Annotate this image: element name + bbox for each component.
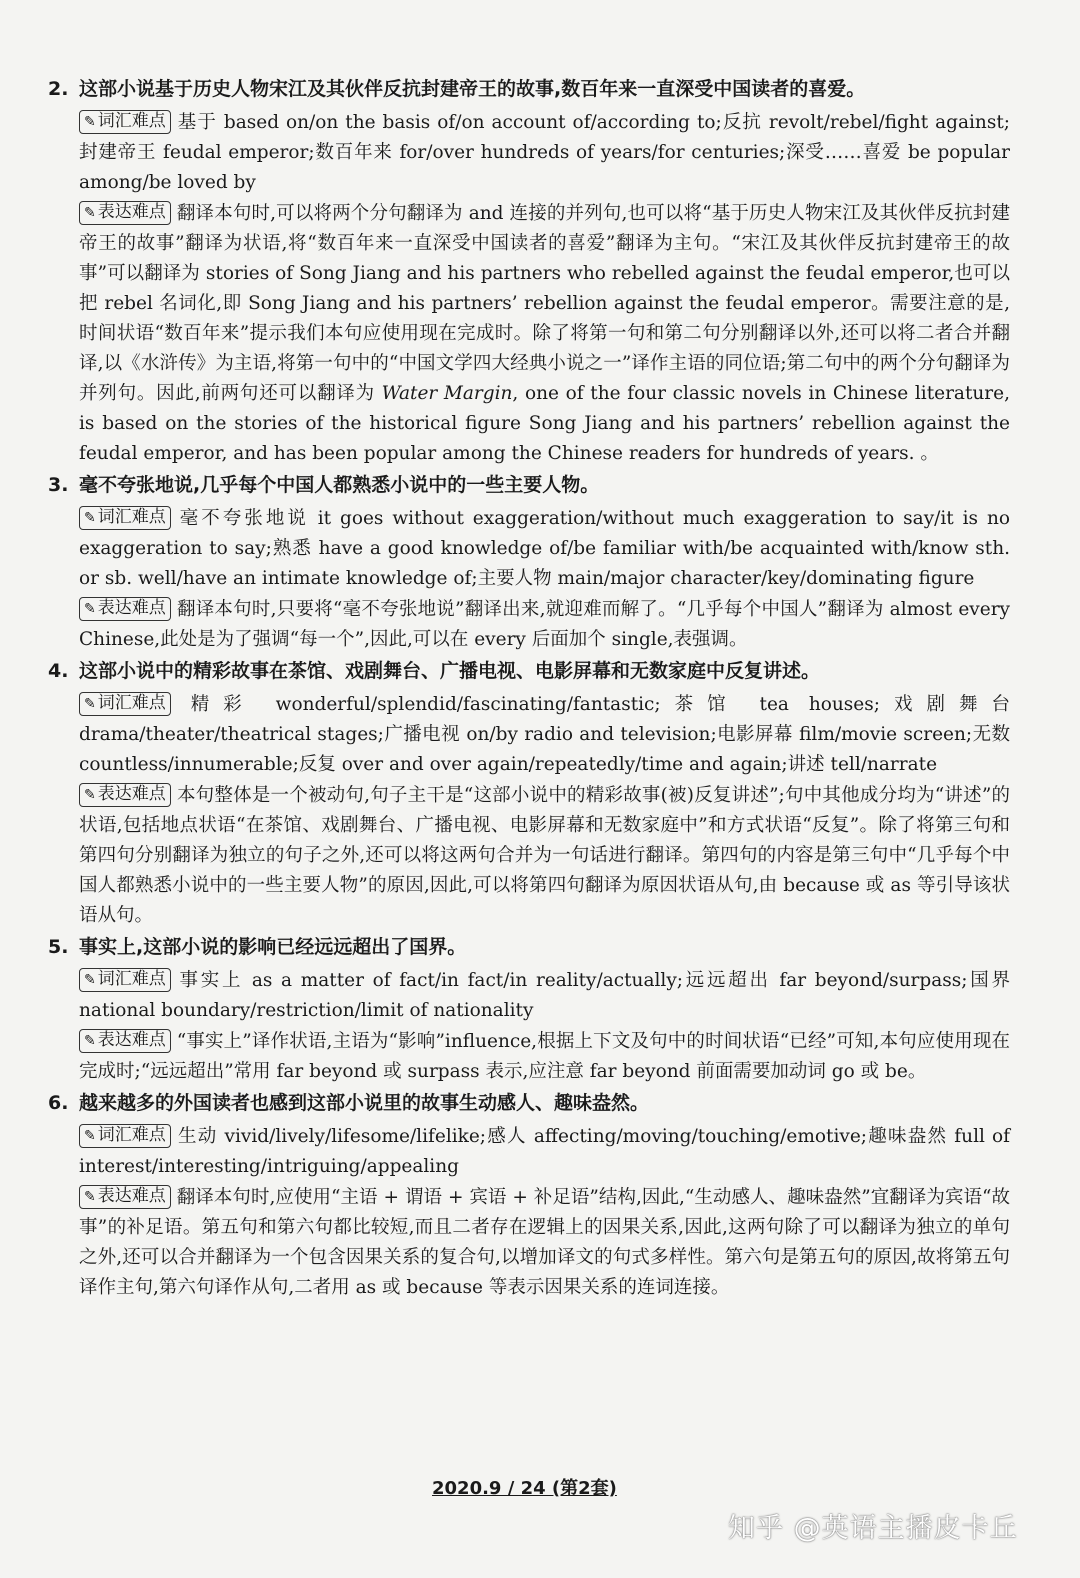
question-4 <box>48 656 1010 686</box>
question-number: 6. <box>48 1092 69 1114</box>
pen-icon: ✎ <box>84 510 96 526</box>
pen-icon: ✎ <box>84 114 96 130</box>
vocab-label: 词汇难点 <box>97 693 166 713</box>
expression-label: 表达难点 <box>97 598 166 618</box>
question-3 <box>48 470 1010 500</box>
watermark: 知乎 @英语主播皮卡丘 <box>728 1513 1018 1544</box>
item-6 <box>48 1088 1010 1303</box>
pen-icon: ✎ <box>84 205 96 221</box>
expression-text: 本句整体是一个被动句,句子主干是“这部小说中的精彩故事(被)反复讲述”;句中其他成分均为“讲述”的状语,包括地点状语“在茶馆、戏剧舞台、广播电视、电影屏幕和无数家庭中”和方式状语“反复”。除了将第三句和第四句分别翻译为独立的句子之外,还可以将这两句合并为一句话进行翻译。第四句的内容是第三句中“几乎每个中国人都熟悉小说中的一些主要人物”的原因,因此,可以将第四句翻译为原因状语从句,由 because 或 as 等引导该状语从句。 <box>79 785 1010 926</box>
question-text: 越来越多的外国读者也感到这部小说里的故事生动感人、趣味盎然。 <box>79 1092 650 1114</box>
question-number: 2. <box>48 78 69 100</box>
expression-text: 翻译本句时,应使用“主语 + 谓语 + 宾语 + 补足语”结构,因此,“生动感人、趣味盎然”宜翻译为宾语“故事”的补足语。第五句和第六句都比较短,而且二者存在逻辑上的因果关系,因此,这两句除了可以翻译为独立的单句之外,还可以合并翻译为一个包含因果关系的复合句,以增加译文的句式多样性。第六句是第五句的原因,故将第五句译作主句,第六句译作从句,二者用 as 或 because 等表示因果关系的连词连接。 <box>79 1187 1010 1298</box>
answer-sheet <box>48 74 1010 1304</box>
question-text: 这部小说基于历史人物宋江及其伙伴反抗封建帝王的故事,数百年来一直深受中国读者的喜爱。 <box>79 78 866 100</box>
expression-block <box>79 1183 1010 1303</box>
question-5 <box>48 932 1010 962</box>
expression-block <box>79 781 1010 931</box>
expression-block <box>79 595 1010 655</box>
item-3 <box>48 470 1010 655</box>
pen-icon: ✎ <box>84 696 96 712</box>
vocab-block <box>79 690 1010 780</box>
vocab-text: 事实上 as a matter of fact/in fact/in reality/actually;远远超出 far beyond/surpass;国界 national boundary/restriction/limit of nationality <box>79 970 1010 1021</box>
question-text: 事实上,这部小说的影响已经远远超出了国界。 <box>79 936 467 958</box>
pen-icon: ✎ <box>84 972 96 988</box>
expression-tag <box>79 597 171 621</box>
pen-icon: ✎ <box>84 1033 96 1049</box>
question-number: 4. <box>48 660 69 682</box>
pen-icon: ✎ <box>84 1189 96 1205</box>
vocab-label: 词汇难点 <box>97 969 166 989</box>
pen-icon: ✎ <box>84 1128 96 1144</box>
book-title: Water Margin <box>381 383 513 404</box>
pen-icon: ✎ <box>84 787 96 803</box>
item-5 <box>48 932 1010 1087</box>
vocab-block <box>79 504 1010 594</box>
vocab-tag <box>79 110 171 134</box>
expression-label: 表达难点 <box>97 1186 166 1206</box>
question-number: 5. <box>48 936 69 958</box>
question-6 <box>48 1088 1010 1118</box>
vocab-label: 词汇难点 <box>97 507 166 527</box>
item-4 <box>48 656 1010 931</box>
question-text: 毫不夸张地说,几乎每个中国人都熟悉小说中的一些主要人物。 <box>79 474 600 496</box>
expression-text: “事实上”译作状语,主语为“影响”influence,根据上下文及句中的时间状语“已经”可知,本句应使用现在完成时;“远远超出”常用 far beyond 或 surpass 表示,应注意 far beyond 前面需要加动词 go 或 be。 <box>79 1031 1010 1082</box>
expression-label: 表达难点 <box>97 202 166 222</box>
vocab-text: 基于 based on/on the basis of/on account of/according to;反抗 revolt/rebel/fight against;封建帝王 feudal emperor;数百年来 for/over hundreds of years/for centuries;深受……喜爱 be popular among/be loved by <box>79 112 1010 193</box>
expression-tag <box>79 201 171 225</box>
vocab-tag <box>79 506 171 530</box>
expression-tag <box>79 1029 171 1053</box>
vocab-tag <box>79 692 171 716</box>
vocab-tag <box>79 968 171 992</box>
question-text: 这部小说中的精彩故事在茶馆、戏剧舞台、广播电视、电影屏幕和无数家庭中反复讲述。 <box>79 660 821 682</box>
vocab-text: 生动 vivid/lively/lifesome/lifelike;感人 affecting/moving/touching/emotive;趣味盎然 full of interest/interesting/intriguing/appealing <box>79 1126 1010 1177</box>
item-2 <box>48 74 1010 469</box>
vocab-label: 词汇难点 <box>97 111 166 131</box>
expression-text: 翻译本句时,只要将“毫不夸张地说”翻译出来,就迎难而解了。“几乎每个中国人”翻译为 almost every Chinese,此处是为了强调“每一个”,因此,可以在 every 后面加个 single,表强调。 <box>79 599 1010 650</box>
pen-icon: ✎ <box>84 601 96 617</box>
vocab-block <box>79 1122 1010 1182</box>
vocab-block <box>79 108 1010 198</box>
expression-label: 表达难点 <box>97 1030 166 1050</box>
expression-block <box>79 199 1010 469</box>
expression-tag <box>79 1185 171 1209</box>
question-number: 3. <box>48 474 69 496</box>
vocab-text: 精彩 wonderful/splendid/fascinating/fantastic;茶馆 tea houses;戏剧舞台 drama/theater/theatrical stages;广播电视 on/by radio and television;电影屏幕 film/movie screen;无数 countless/innumerable;反复 over and over again/repeatedly/time and again;讲述 tell/narrate <box>79 694 1010 775</box>
expression-text: 翻译本句时,可以将两个分句翻译为 and 连接的并列句,也可以将“基于历史人物宋江及其伙伴反抗封建帝王的故事”翻译为状语,将“数百年来一直深受中国读者的喜爱”翻译为主句。“宋江及其伙伴反抗封建帝王的故事”可以翻译为 stories of Song Jiang and his partners who rebelled against the feudal emperor,也可以把 rebel 名词化,即 Song Jiang and his partners’ rebellion against the feudal emperor。需要注意的是,时间状语“数百年来”提示我们本句应使用现在完成时。除了将第一句和第二句分别翻译以外,还可以将二者合并翻译,以《水浒传》为主语,将第一句中的“中国文学四大经典小说之一”译作主语的同位语;第二句中的两个分句翻译为并列句。因此,前两句还可以翻译为 <box>79 203 1010 404</box>
expression-block <box>79 1027 1010 1087</box>
expression-text-cont: , one of the four classic novels in Chinese literature, is based on the stories of the historical figure Song Jiang and his partners’ rebellion against the feudal emperor, and has been popular among the Chinese readers for hundreds of years. 。 <box>79 383 1010 464</box>
page-footer: 2020.9 / 24 (第2套) <box>432 1478 617 1499</box>
vocab-label: 词汇难点 <box>97 1125 166 1145</box>
expression-tag <box>79 783 171 807</box>
question-2 <box>48 74 1010 104</box>
vocab-text: 毫不夸张地说 it goes without exaggeration/without much exaggeration to say/it is no exaggeration to say;熟悉 have a good knowledge of/be familiar with/be acquainted with/know sth. or sb. well/have an intimate knowledge of;主要人物 main/major character/key/dominating figure <box>79 508 1010 589</box>
expression-label: 表达难点 <box>97 784 166 804</box>
vocab-tag <box>79 1124 171 1148</box>
vocab-block <box>79 966 1010 1026</box>
